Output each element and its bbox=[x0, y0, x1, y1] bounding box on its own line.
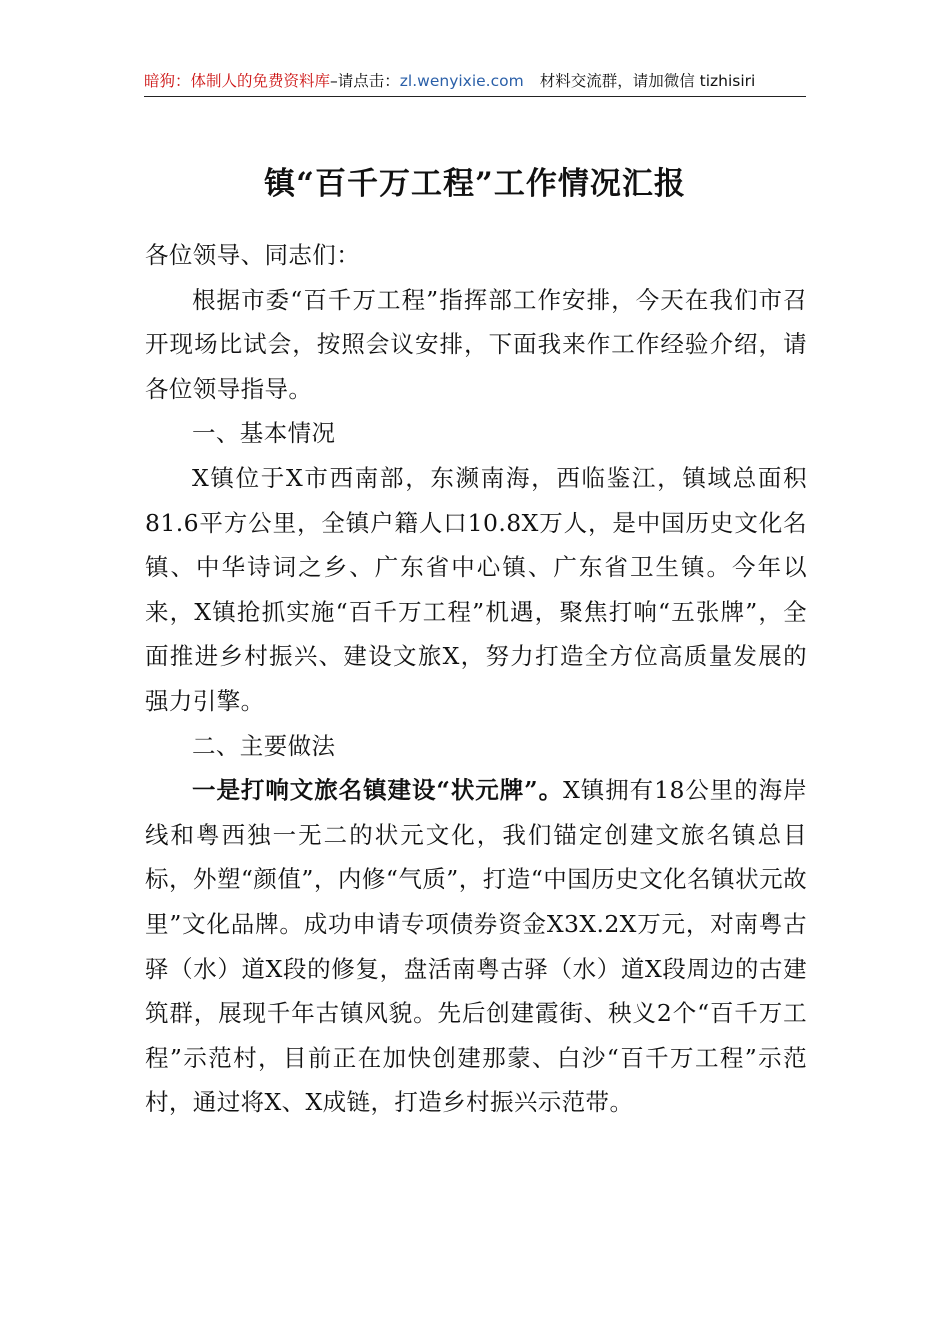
point-one-text: X镇拥有18公里的海岸线和粤西独一无二的状元文化，我们锚定创建文旅名镇总目标，外塑“颜值”，内修“气质”，打造“中国历史文化名镇状元故里”文化品牌。成功申请专项债券资金X3X.2X万元，对南粤古驿（水）道X段的修复，盘活南粤古驿（水）道X段周边的古建筑群，展现千年古镇风貌。先后创建霞街、秧义2个“百千万工程”示范村，目前正在加快创建那蒙、白沙“百千万工程”示范村，通过将X、X成链，打造乡村振兴示范带。 bbox=[145, 776, 807, 1117]
page-header bbox=[144, 68, 806, 97]
intro-paragraph: 根据市委“百千万工程”指挥部工作安排，今天在我们市召开现场比试会，按照会议安排，下面我来作工作经验介绍，请各位领导指导。 bbox=[145, 285, 807, 403]
point-one-paragraph bbox=[145, 768, 807, 1125]
header-brand: 暗狗：体制人的免费资料库 bbox=[144, 72, 331, 90]
point-one-lead: 一是打响文旅名镇建设“状元牌”。 bbox=[192, 776, 564, 805]
basic-info-paragraph: X镇位于X市西南部，东濒南海，西临鉴江，镇域总面积81.6平方公里，全镇户籍人口10.8X万人，是中国历史文化名镇、中华诗词之乡、广东省中心镇、广东省卫生镇。今年以来，X镇抢抓实施“百千万工程”机遇，聚焦打响“五张牌”，全面推进乡村振兴、建设文旅X，努力打造全方位高质量发展的强力引擎。 bbox=[145, 463, 807, 715]
greeting: 各位领导、同志们： bbox=[145, 241, 361, 269]
header-url-link[interactable]: zl.wenyixie.com bbox=[399, 72, 524, 90]
section-heading-basic: 一、基本情况 bbox=[192, 419, 336, 448]
document-title: 镇“百千万工程”工作情况汇报 bbox=[264, 166, 686, 202]
header-click-prompt: –请点击： bbox=[330, 72, 400, 90]
header-contact: 材料交流群，请加微信 tizhisiri bbox=[539, 72, 756, 90]
section-heading-practices: 二、主要做法 bbox=[192, 731, 336, 760]
document-body bbox=[145, 233, 807, 1125]
